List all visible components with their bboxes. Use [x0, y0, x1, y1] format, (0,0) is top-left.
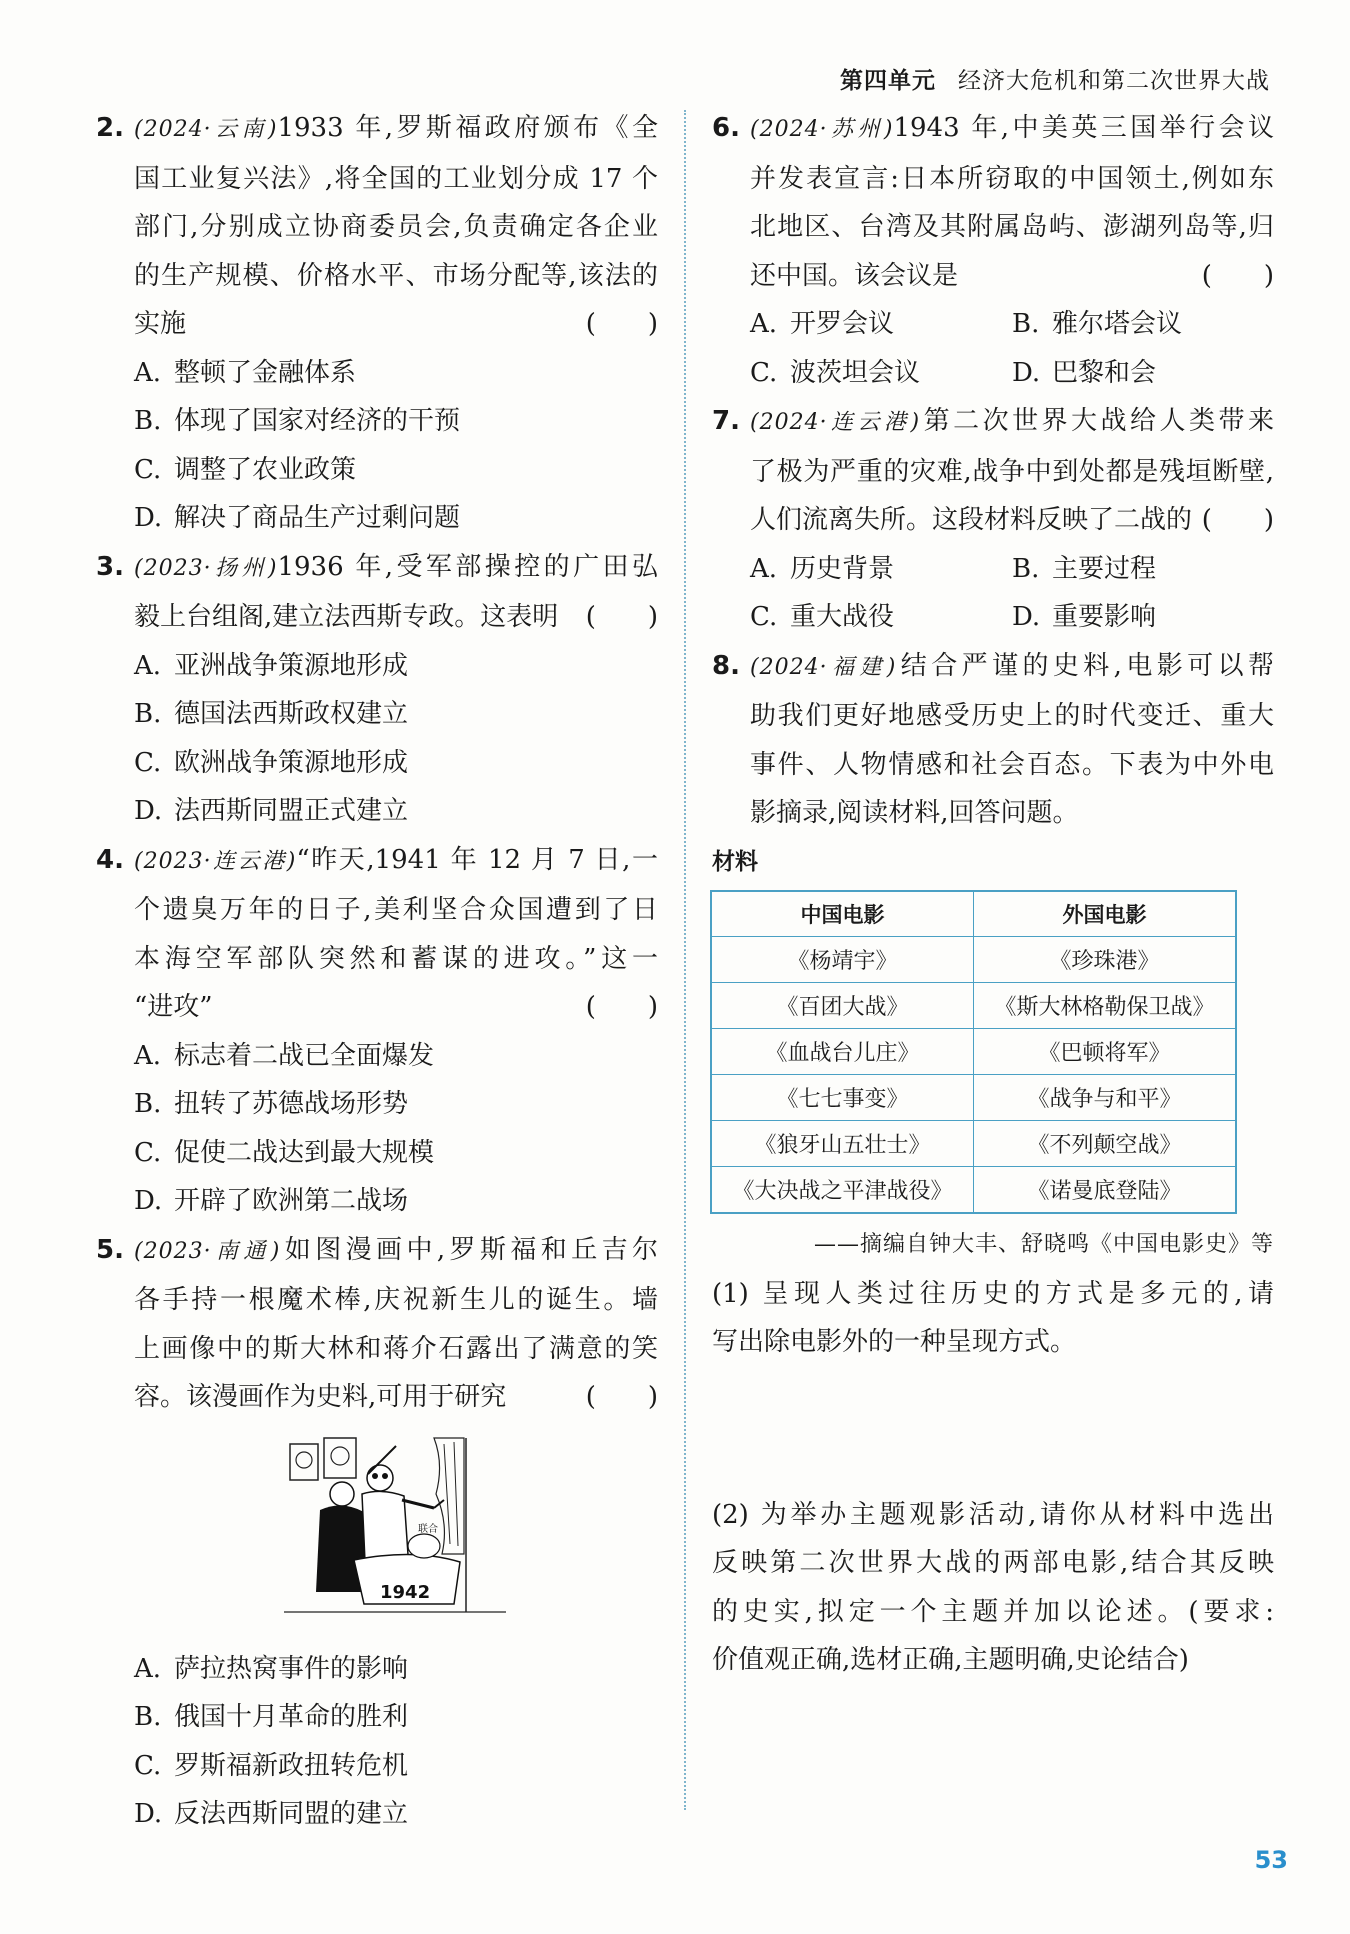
question-text: 容。该漫画作为史料,可用于研究 — [134, 1382, 507, 1412]
option-c[interactable]: C. 促使二战达到最大规模 — [134, 1137, 435, 1168]
question-line: 部门,分别成立协商委员会,负责确定各企业 — [134, 212, 658, 242]
option-b[interactable]: B. 体现了国家对经济的干预 — [134, 406, 461, 436]
answer-space[interactable] — [712, 1367, 1274, 1491]
table-row — [711, 1121, 1236, 1167]
question-number: 8. — [712, 650, 740, 681]
question-line — [134, 104, 658, 155]
sub-question-2-line: 的史实,拟定一个主题并加以论述。(要求: — [712, 1596, 1274, 1627]
citation: ——摘编自钟大丰、舒晓鸣《中国电影史》等 — [813, 1231, 1274, 1257]
question-number: 7. — [712, 406, 740, 436]
table-cell: 《大决战之平津战役》 — [711, 1167, 974, 1213]
question-line: 事件、人物情感和社会百态。下表为中外电 — [750, 749, 1274, 780]
table-header-row — [711, 891, 1236, 937]
table-row — [711, 983, 1236, 1029]
question-line: 的生产规模、价格水平、市场分配等,该法的 — [134, 260, 658, 291]
option-c[interactable]: C. 罗斯福新政扭转危机 — [134, 1750, 409, 1781]
table-cell: 《狼牙山五壮士》 — [711, 1121, 974, 1167]
option-a[interactable]: A. 亚洲战争策源地形成 — [134, 650, 409, 681]
question-number: 5. — [96, 1234, 124, 1265]
question-text: 第二次世界大战给人类带来 — [920, 406, 1274, 436]
table-cell: 《血战台儿庄》 — [711, 1029, 974, 1075]
table-cell: 《战争与和平》 — [974, 1075, 1237, 1121]
table-row — [711, 1075, 1236, 1121]
table-cell: 《珍珠港》 — [974, 937, 1237, 983]
question-text: 毅上台组阁,建立法西斯专政。这表明 — [134, 602, 559, 632]
question-2 — [96, 104, 658, 543]
question-text: 1936 年,受军部操控的广田弘 — [277, 551, 658, 582]
table-row — [711, 937, 1236, 983]
table-row — [711, 1167, 1236, 1213]
sub-question-2-line: 价值观正确,选材正确,主题明确,史论结合) — [712, 1645, 1189, 1675]
option-row — [750, 300, 1274, 349]
unit-title: 经济大危机和第二次世界大战 — [958, 68, 1270, 94]
option-b[interactable]: B. 主要过程 — [1012, 553, 1157, 584]
option-c[interactable]: C. 欧洲战争策源地形成 — [134, 747, 409, 778]
option-a[interactable]: A. 开罗会议 — [750, 309, 895, 339]
film-table — [710, 890, 1237, 1214]
question-text: 1943 年,中美英三国举行会议 — [893, 113, 1274, 143]
question-line: 了极为严重的灾难,战争中到处都是残垣断壁, — [750, 456, 1274, 487]
question-line — [134, 1373, 658, 1422]
question-text: “进攻” — [134, 992, 213, 1022]
question-line: 个遗臭万年的日子,美利坚合众国遭到了日 — [134, 895, 658, 925]
page-number: 53 — [1254, 1846, 1288, 1874]
question-text: 人们流离失所。这段材料反映了二战的 — [750, 505, 1193, 535]
question-source: (2024·连云港) — [750, 410, 921, 435]
question-source: (2024·云南) — [134, 117, 278, 142]
table-cell: 《巴顿将军》 — [974, 1029, 1237, 1075]
table-cell: 《杨靖宇》 — [711, 937, 974, 983]
table-row — [711, 1029, 1236, 1075]
unit-label: 第四单元 — [840, 68, 936, 94]
question-line — [134, 836, 658, 887]
question-line — [750, 104, 1274, 155]
sub-question-1-line: (1) 呈现人类过往历史的方式是多元的,请 — [712, 1278, 1274, 1309]
table-cell: 《斯大林格勒保卫战》 — [974, 983, 1237, 1029]
question-3 — [96, 543, 658, 836]
option-c[interactable]: C. 调整了农业政策 — [134, 454, 357, 485]
question-line — [750, 252, 1274, 301]
question-7 — [712, 397, 1274, 642]
question-number: 6. — [712, 113, 740, 143]
question-number: 3. — [96, 551, 124, 582]
question-line — [134, 593, 658, 642]
question-text: 如图漫画中,罗斯福和丘吉尔 — [280, 1234, 659, 1265]
question-number: 2. — [96, 113, 124, 143]
sub-question-2-line: 反映第二次世界大战的两部电影,结合其反映 — [712, 1548, 1274, 1578]
sub-question-2-line: (2) 为举办主题观影活动,请你从材料中选出 — [712, 1499, 1274, 1530]
option-c[interactable]: C. 重大战役 — [750, 602, 895, 632]
option-a[interactable]: A. 标志着二战已全面爆发 — [134, 1040, 435, 1071]
option-d[interactable]: D. 法西斯同盟正式建立 — [134, 796, 409, 826]
answer-bracket: ( ) — [585, 602, 658, 632]
question-line — [750, 642, 1274, 693]
question-line — [134, 543, 658, 594]
cartoon-year: 1942 — [380, 1581, 431, 1603]
table-cell: 《不列颠空战》 — [974, 1121, 1237, 1167]
option-b[interactable]: B. 雅尔塔会议 — [1012, 309, 1183, 339]
table-header: 中国电影 — [711, 891, 974, 937]
question-5 — [96, 1226, 658, 1839]
material-label: 材料 — [712, 848, 758, 875]
table-cell: 《七七事变》 — [711, 1075, 974, 1121]
question-8 — [712, 642, 1274, 838]
question-line — [134, 983, 658, 1032]
column-divider — [684, 110, 686, 1810]
option-b[interactable]: B. 扭转了苏德战场形势 — [134, 1089, 409, 1119]
question-line — [750, 397, 1274, 448]
option-a[interactable]: A. 整顿了金融体系 — [134, 357, 357, 388]
option-c[interactable]: C. 波茨坦会议 — [750, 357, 921, 388]
question-text: 实施 — [134, 309, 187, 339]
question-4 — [96, 836, 658, 1226]
question-line: 北地区、台湾及其附属岛屿、澎湖列岛等,归 — [750, 212, 1274, 242]
table-cell: 《诺曼底登陆》 — [974, 1167, 1237, 1213]
question-line: 助我们更好地感受历史上的时代变迁、重大 — [750, 701, 1274, 731]
question-text: 还中国。该会议是 — [750, 260, 959, 291]
question-text: 结合严谨的史料,电影可以帮 — [896, 650, 1275, 681]
option-row — [750, 593, 1274, 642]
option-d[interactable]: D. 反法西斯同盟的建立 — [134, 1799, 409, 1829]
question-line: 各手持一根魔术棒,庆祝新生儿的诞生。墙 — [134, 1285, 658, 1315]
option-d[interactable]: D. 解决了商品生产过剩问题 — [134, 503, 461, 533]
answer-bracket: ( ) — [1201, 505, 1274, 535]
answer-bracket: ( ) — [1201, 260, 1274, 291]
answer-bracket: ( ) — [585, 992, 658, 1022]
question-line — [134, 1226, 658, 1277]
question-line: 影摘录,阅读材料,回答问题。 — [750, 798, 1079, 828]
question-source: (2023·南通) — [134, 1238, 281, 1264]
page-header — [840, 62, 1270, 95]
question-line: 并发表宣言:日本所窃取的中国领土,例如东 — [750, 163, 1274, 194]
question-line — [750, 496, 1274, 545]
option-d[interactable]: D. 巴黎和会 — [1012, 357, 1157, 388]
question-source: (2024·苏州) — [750, 117, 894, 142]
question-line: 本海空军部队突然和蓄谋的进攻。”这一 — [134, 943, 658, 974]
question-text: “昨天,1941 年 12 月 7 日,一 — [296, 844, 658, 875]
sub-question-1-line: 写出除电影外的一种呈现方式。 — [712, 1327, 1077, 1357]
left-column — [96, 104, 658, 1839]
question-line: 上画像中的斯大林和蒋介石露出了满意的笑 — [134, 1333, 658, 1364]
table-cell: 《百团大战》 — [711, 983, 974, 1029]
table-header: 外国电影 — [974, 891, 1237, 937]
option-d[interactable]: D. 开辟了欧洲第二战场 — [134, 1186, 409, 1216]
question-source: (2023·连云港) — [134, 848, 297, 874]
option-row — [750, 349, 1274, 398]
option-row — [750, 545, 1274, 594]
option-d[interactable]: D. 重要影响 — [1012, 602, 1157, 632]
question-line: 国工业复兴法》,将全国的工业划分成 17 个 — [134, 163, 658, 194]
question-line — [134, 300, 658, 349]
cartoon-tag: 联合 — [418, 1523, 438, 1535]
question-text: 1933 年,罗斯福政府颁布《全 — [277, 113, 658, 143]
option-a[interactable]: A. 萨拉热窝事件的影响 — [134, 1653, 409, 1684]
option-b[interactable]: B. 俄国十月革命的胜利 — [134, 1702, 409, 1732]
cartoon-illustration — [284, 1434, 506, 1620]
option-b[interactable]: B. 德国法西斯政权建立 — [134, 699, 409, 729]
right-column — [712, 104, 1274, 1685]
option-a[interactable]: A. 历史背景 — [750, 553, 895, 584]
question-source: (2024·福建) — [750, 654, 897, 680]
answer-bracket: ( ) — [585, 1382, 658, 1412]
answer-bracket: ( ) — [585, 309, 658, 339]
question-number: 4. — [96, 844, 124, 875]
question-source: (2023·扬州) — [134, 555, 278, 581]
question-6 — [712, 104, 1274, 397]
